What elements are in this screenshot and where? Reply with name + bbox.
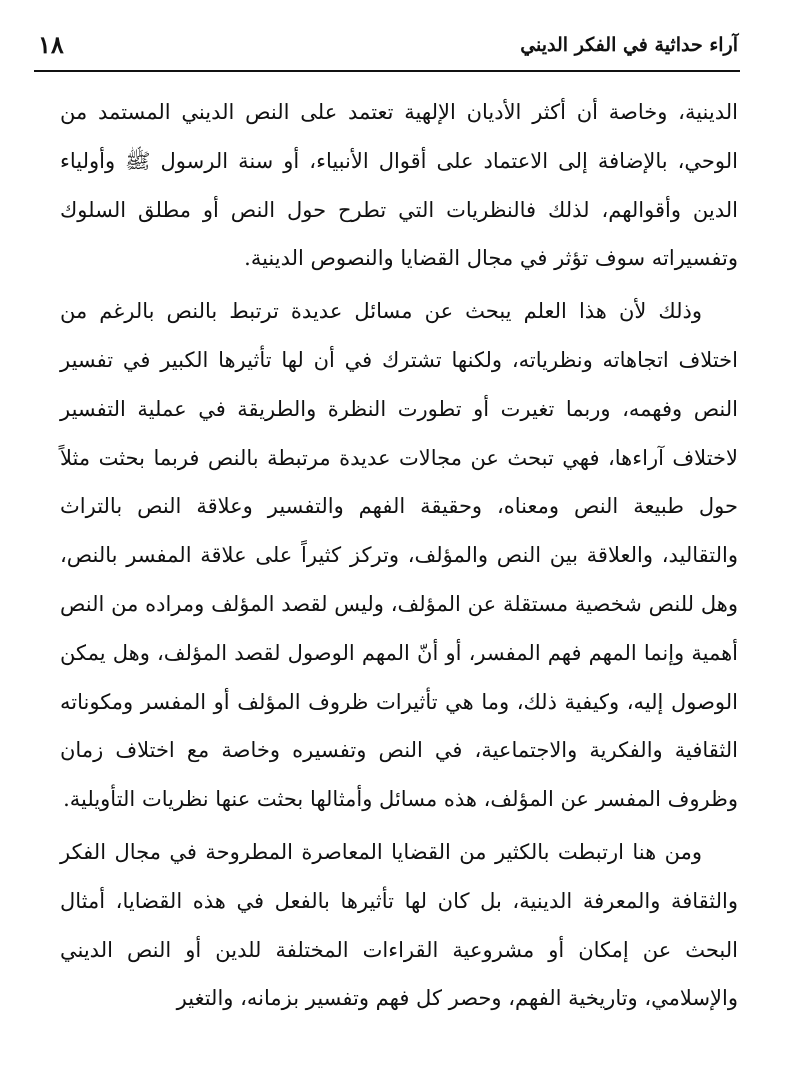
running-title: آراء حداثية في الفكر الديني — [520, 33, 738, 56]
body-text — [60, 88, 738, 1023]
paragraph-2: وذلك لأن هذا العلم يبحث عن مسائل عديدة ترتبط بالنص بالرغم من اختلاف اتجاهاته ونظرياته، ولكنها تشترك في أن لها تأثيرها الكبير في تفسير النص وفهمه، وربما تغيرت أو تطورت النظرة والطريقة في عملية التفسير لاختلاف آراءها، فهي تبحث عن مجالات عديدة مرتبطة بالنص فربما بحثت مثلاً حول طبيعة النص ومعناه، وحقيقة الفهم والتفسير وعلاقة النص بالتراث والتقاليد، والعلاقة بين النص والمؤلف، وتركز كثيراً على علاقة المفسر بالنص، وهل للنص شخصية مستقلة عن المؤلف، وليس لقصد المؤلف ومراده من النص أهمية وإنما المهم فهم المفسر، أو أنّ المهم الوصول لقصد المؤلف، وهل يمكن الوصول إليه، وكيفية ذلك، وما هي تأثيرات ظروف المؤلف أو المفسر ومكوناته الثقافية والفكرية والاجتماعية، في النص وتفسيره وخاصة مع اختلاف زمان وظروف المفسر عن المؤلف، هذه مسائل وأمثالها بحثت عنها نظريات التأويلية. — [60, 299, 738, 812]
header-divider — [34, 70, 740, 72]
page-header — [38, 24, 738, 66]
page-number: ١٨ — [38, 30, 64, 59]
paragraph-1: الدينية، وخاصة أن أكثر الأديان الإلهية تعتمد على النص الديني المستمد من الوحي، بالإضافة إلى الاعتماد على أقوال الأنبياء، أو سنة الرسول ﷺ وأولياء الدين وأقوالهم، لذلك فالنظريات التي تطرح حول النص أو مطلق السلوك وتفسيراته سوف تؤثر في مجال القضايا والنصوص الدينية. — [60, 100, 738, 271]
paragraph-3: ومن هنا ارتبطت بالكثير من القضايا المعاصرة المطروحة في مجال الفكر والثقافة والمعرفة الدينية، بل كان لها تأثيرها بالفعل في هذه القضايا، أمثال البحث عن إمكان أو مشروعية القراءات المختلفة للدين أو النص الديني والإسلامي، وتاريخية الفهم، وحصر كل فهم وتفسير بزمانه، والتغير — [60, 839, 738, 1011]
